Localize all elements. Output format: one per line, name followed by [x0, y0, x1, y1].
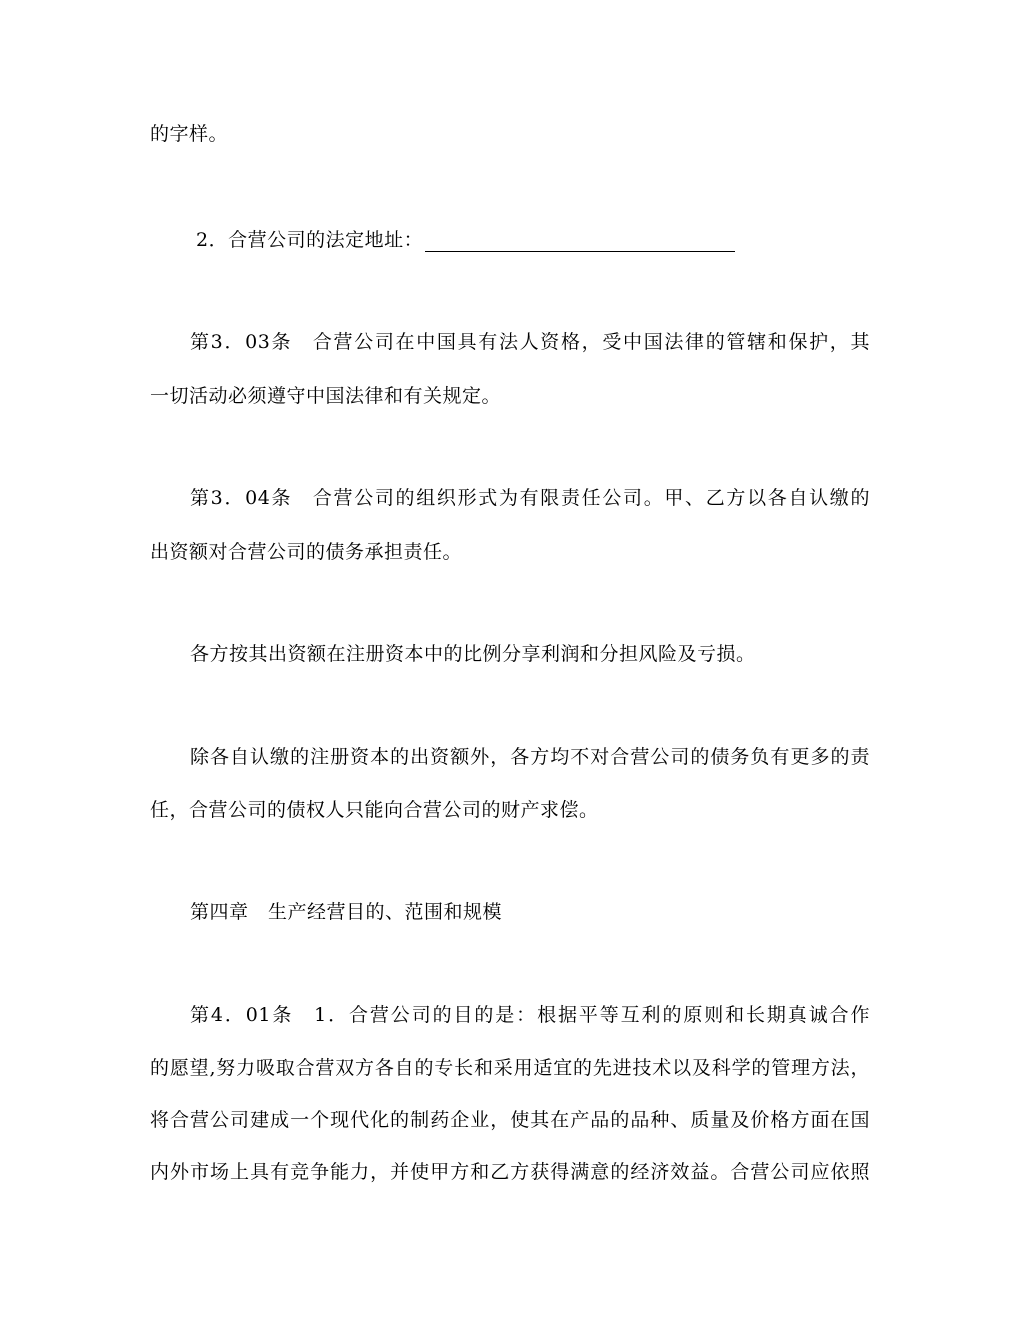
article-3-03-line-2: 一切活动必须遵守中国法律和有关规定。 [150, 385, 502, 407]
paragraph-liability-line-2: 任，合营公司的债权人只能向合营公司的财产求偿。 [150, 799, 599, 821]
legal-address-line [196, 228, 916, 252]
article-3-04-line-2: 出资额对合营公司的债务承担责任。 [150, 541, 463, 563]
paragraph-liability-line-1: 除各自认缴的注册资本的出资额外，各方均不对合营公司的债务负有更多的责 [190, 746, 870, 768]
text-line: 2．合营公司的法定地址： [196, 229, 424, 251]
article-4-01-line-1: 第4．01条 1．合营公司的目的是：根据平等互利的原则和长期真诚合作 [190, 1004, 870, 1026]
text-line: 的字样。 [150, 123, 229, 145]
article-4-01-line-2: 的愿望,努力吸取合营双方各自的专长和采用适宜的先进技术以及科学的管理方法， [150, 1057, 870, 1079]
paragraph-profit-sharing: 各方按其出资额在注册资本中的比例分享利润和分担风险及亏损。 [190, 643, 756, 665]
article-3-04-line-1: 第3．04条 合营公司的组织形式为有限责任公司。甲、乙方以各自认缴的 [190, 487, 870, 509]
article-3-03-line-1: 第3．03条 合营公司在中国具有法人资格，受中国法律的管辖和保护，其 [190, 331, 870, 353]
article-4-01-line-3: 将合营公司建成一个现代化的制药企业，使其在产品的品种、质量及价格方面在国 [150, 1109, 870, 1131]
chapter-4-heading: 第四章 生产经营目的、范围和规模 [190, 901, 503, 923]
article-4-01-line-4: 内外市场上具有竞争能力，并使甲方和乙方获得满意的经济效益。合营公司应依照 [150, 1161, 870, 1183]
address-blank-field [425, 229, 735, 252]
